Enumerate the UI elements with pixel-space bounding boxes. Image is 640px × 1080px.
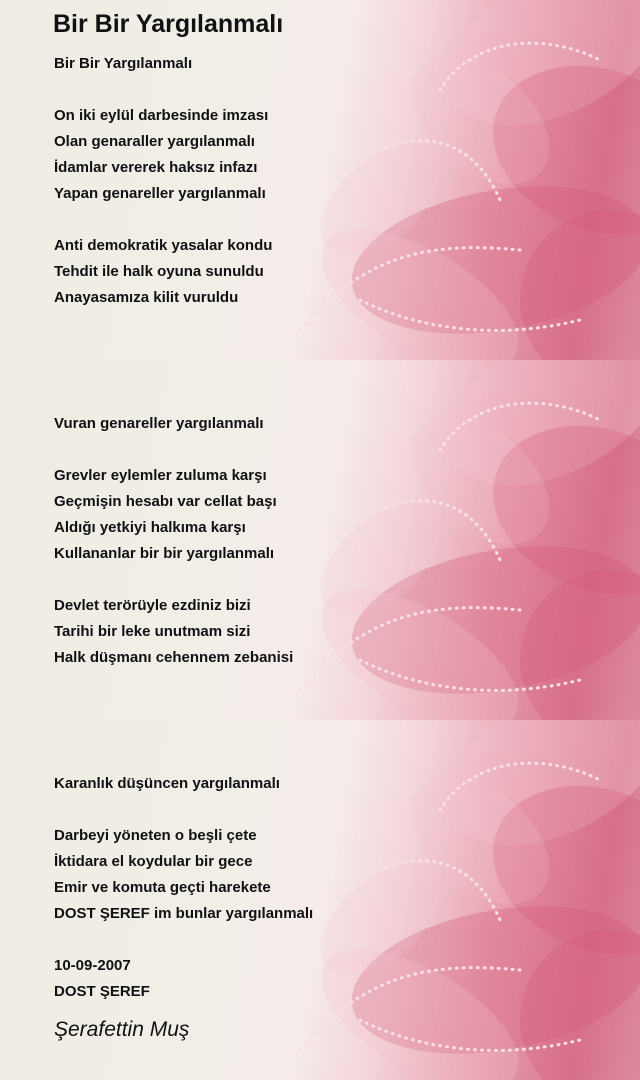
poem-author-tag: DOST ŞEREF xyxy=(54,983,150,1000)
poem-title: Bir Bir Yargılanmalı xyxy=(53,10,284,38)
poem-line: İktidara el koydular bir gece xyxy=(54,853,253,870)
poem-subtitle: Bir Bir Yargılanmalı xyxy=(54,55,193,72)
poem-line: Aldığı yetkiyi halkıma karşı xyxy=(54,519,246,536)
poem-line: Vuran genareller yargılanmalı xyxy=(54,415,264,432)
poem-line: On iki eylül darbesinde imzası xyxy=(54,107,269,124)
poem-line: Anayasamıza kilit vuruldu xyxy=(54,289,239,306)
poem-line: DOST ŞEREF im bunlar yargılanmalı xyxy=(54,905,314,922)
poem-line: Yapan genareller yargılanmalı xyxy=(54,185,266,202)
poem-section-2 xyxy=(54,411,620,671)
poem-line: Anti demokratik yasalar kondu xyxy=(54,237,273,254)
poem-line: Geçmişin hesabı var cellat başı xyxy=(54,493,277,510)
poem-line: İdamlar vererek haksız infazı xyxy=(54,159,258,176)
poem-line: Karanlık düşüncen yargılanmalı xyxy=(54,775,280,792)
poem-line: Grevler eylemler zuluma karşı xyxy=(54,467,267,484)
poem-line: Olan genaraller yargılanmalı xyxy=(54,133,255,150)
poem-line: Darbeyi yöneten o beşli çete xyxy=(54,827,257,844)
poem-line: Emir ve komuta geçti harekete xyxy=(54,879,271,896)
poem-line: Halk düşmanı cehennem zebanisi xyxy=(54,649,294,666)
poem-date: 10-09-2007 xyxy=(54,957,131,974)
poem-section-1 xyxy=(54,51,620,311)
poem-line: Tarihi bir leke unutmam sizi xyxy=(54,623,251,640)
poem-line: Kullananlar bir bir yargılanmalı xyxy=(54,545,275,562)
poem-line: Devlet terörüyle ezdiniz bizi xyxy=(54,597,251,614)
poem-section-3 xyxy=(54,771,620,1005)
poem-line: Tehdit ile halk oyuna sunuldu xyxy=(54,263,264,280)
author-signature: Şerafettin Muş xyxy=(54,1018,190,1041)
